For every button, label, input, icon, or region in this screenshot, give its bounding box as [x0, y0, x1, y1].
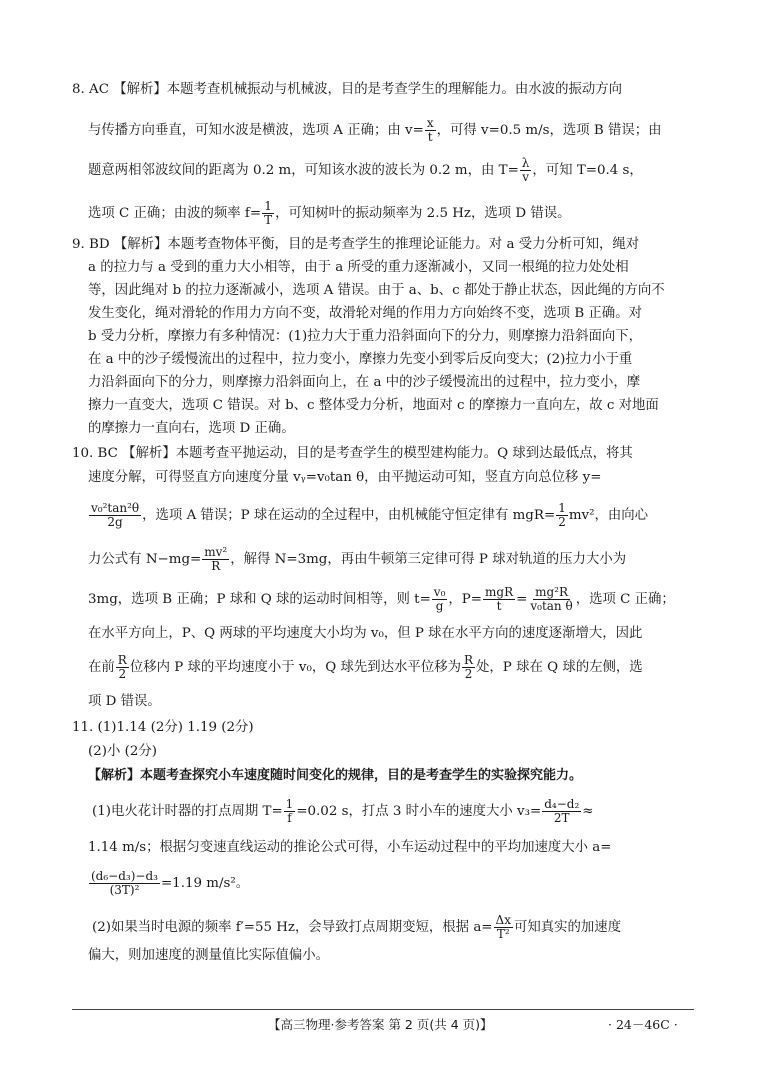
denominator: T: [264, 213, 273, 227]
answer-11-line-2: (2)小 (2分): [88, 744, 157, 759]
answer-11-line-6: [88, 870, 249, 897]
answer-9-line-8: 擦力一直变大，选项 C 错误。对 b、c 整体受力分析，地面对 c 的摩擦力一直向左，故 c 对地面: [88, 398, 659, 413]
text: 可知真实的加速度: [513, 920, 622, 935]
text: 处，P 球在 Q 球的左侧，选: [476, 660, 643, 675]
numerator: Δx: [495, 913, 511, 927]
denominator: f: [287, 811, 292, 825]
denominator: t: [496, 599, 502, 613]
fraction: [494, 914, 513, 941]
numerator: v₀: [433, 585, 446, 599]
answer-8-line-1: 8. AC 【解析】本题考查机械振动与机械波，目的是考查学生的理解能力。由水波的振动方向: [72, 82, 623, 97]
footer-code: · 24－46C ·: [608, 1017, 678, 1032]
denominator: R: [211, 559, 221, 573]
fraction: [556, 502, 568, 529]
answer-10-line-1: 10. BC 【解析】本题考查平抛运动，目的是考查学生的模型建构能力。Q 球到达最低点，将其: [72, 446, 633, 461]
answer-11-line-4: [92, 798, 594, 825]
denominator: t: [427, 130, 433, 144]
denominator: 2g: [107, 515, 123, 529]
footer-title: 【高三物理·参考答案 第 2 页(共 4 页)】: [268, 1017, 493, 1032]
text: (1)电火花计时器的打点周期 T=: [92, 804, 283, 819]
fraction: [432, 586, 448, 613]
answer-9-line-5: b 受力分析，摩擦力有多种情况：(1)拉力大于重力沿斜面向下的分力，则摩擦力沿斜面向下，: [88, 329, 643, 344]
numerator: mg²R: [535, 585, 568, 599]
denominator: T²: [496, 927, 510, 941]
answer-10-line-5: [88, 586, 675, 613]
fraction: [528, 586, 574, 613]
answer-10-line-2: 速度分解，可得竖直方向速度分量 vᵧ=v₀tan θ，由平抛运动可知，竖直方向总位移 y=: [88, 470, 602, 485]
fraction: [89, 502, 141, 529]
answer-11-line-8: 偏大，则加速度的测量值比实际值偏小。: [88, 948, 330, 963]
text: (2)如果当时电源的频率 f′=55 Hz，会导致打点周期变短，根据 a=: [92, 920, 493, 935]
text: 位移内 P 球的平均速度小于 v₀，Q 球先到达水平位移为: [129, 660, 461, 675]
text: 在前: [88, 660, 115, 675]
text: ，可知 T=0.4 s，: [532, 163, 643, 178]
numerator: (d₆−d₃)−d₃: [91, 869, 158, 883]
answer-9-line-7: 力沿斜面向下的分力，则摩擦力沿斜面向上，在 a 中的沙子缓慢流出的过程中，拉力变小，摩: [88, 375, 641, 390]
answer-9-line-4: 发生变化，绳对滑轮的作用力方向不变，故滑轮对绳的作用力方向始终不变，选项 B 正确。对: [88, 306, 642, 321]
fraction: [425, 117, 436, 144]
text: ，P=: [448, 592, 483, 607]
text: ，可得 v=0.5 m/s，选项 B 错误；由: [436, 123, 662, 138]
text: 题意两相邻波纹间的距离为 0.2 m，可知该水波的波长为 0.2 m，由 T=: [88, 163, 519, 178]
page-footer: [0, 1015, 764, 1039]
numerator: R: [463, 653, 474, 667]
text: 与传播方向垂直，可知水波是横波，选项 A 正确；由 v=: [88, 123, 424, 138]
denominator: g: [435, 599, 444, 613]
numerator: mv²: [204, 545, 228, 559]
numerator: mgR: [485, 585, 514, 599]
denominator: 2T: [553, 811, 570, 825]
numerator: R: [117, 653, 127, 667]
text: ，选项 A 错误；P 球在运动的全过程中，由机械能守恒定律有 mgR=: [142, 508, 556, 523]
text: =1.19 m/s²。: [160, 876, 250, 891]
denominator: (3T)²: [109, 883, 140, 897]
answer-9-line-2: a 的拉力与 a 受到的重力大小相等，由于 a 所受的重力逐渐减小，又同一根绳的拉力处处相: [88, 260, 629, 275]
numerator: 1: [558, 501, 566, 515]
answer-11-line-5: 1.14 m/s；根据匀变速直线运动的推论公式可得，小车运动过程中的平均加速度大小 a=: [88, 840, 612, 855]
denominator: 2: [118, 667, 127, 681]
answer-10-line-6: 在水平方向上，P、Q 两球的平均速度大小均为 v₀，但 P 球在水平方向的速度逐渐增大，因此: [88, 626, 643, 641]
fraction: [262, 200, 274, 227]
fraction: [483, 586, 515, 613]
footer-rule: [72, 1009, 694, 1010]
numerator: 1: [264, 199, 272, 213]
answer-8-line-2: [88, 117, 662, 144]
fraction: [462, 654, 475, 681]
answer-9-line-6: 在 a 中的沙子缓慢流出的过程中，拉力变小，摩擦力先变小到零后反向变大；(2)拉力小于重: [88, 352, 633, 367]
answer-9-line-9: 的摩擦力一直向右，选项 D 正确。: [88, 421, 295, 436]
denominator: v₀tan θ: [530, 599, 573, 613]
answer-8-line-4: [88, 200, 571, 227]
text: 力公式有 N−mg=: [88, 552, 202, 567]
denominator: v: [522, 170, 529, 184]
text: ，选项 C 正确；: [575, 592, 675, 607]
text: ，解得 N=3mg，再由牛顿第三定律可得 P 球对轨道的压力大小为: [230, 552, 627, 567]
answer-8-line-3: [88, 157, 643, 184]
answer-11-line-7: [92, 914, 621, 941]
fraction: [520, 157, 532, 184]
fraction: [202, 546, 229, 573]
analysis-heading: 【解析】本题考查探究小车速度随时间变化的规律，目的是考查学生的实验探究能力。: [88, 768, 583, 783]
answer-10-line-7: [88, 654, 643, 681]
answer-9-line-1: 9. BD 【解析】本题考查物体平衡，目的是考查学生的推理论证能力。对 a 受力分析可知，绳对: [72, 237, 640, 252]
denominator: 2: [558, 515, 566, 529]
answer-10-line-8: 项 D 错误。: [88, 694, 161, 709]
fraction: [284, 798, 296, 825]
numerator: x: [426, 116, 434, 130]
answer-10-line-4: [88, 546, 626, 573]
numerator: d₄−d₂: [544, 797, 580, 811]
text: =0.02 s，打点 3 时小车的速度大小 v₃=: [296, 804, 542, 819]
fraction: [89, 870, 160, 897]
answer-10-line-3: [88, 502, 648, 529]
fraction: [542, 798, 581, 825]
fraction: [116, 654, 129, 681]
text: ，可知树叶的振动频率为 2.5 Hz，选项 D 错误。: [275, 206, 571, 221]
text: ≈: [582, 804, 594, 819]
numerator: v₀²tan²θ: [91, 501, 140, 515]
answer-11-line-1: 11. (1)1.14 (2分) 1.19 (2分): [72, 720, 254, 735]
numerator: 1: [285, 797, 294, 811]
answer-11-line-3: [88, 766, 582, 786]
text: mv²，由向心: [568, 508, 649, 523]
text: =: [516, 592, 528, 607]
denominator: 2: [464, 667, 473, 681]
text: 选项 C 正确；由波的频率 f=: [88, 206, 262, 221]
answer-9-line-3: 等，因此绳对 b 的拉力逐渐减小，选项 A 错误。由于 a、b、c 都处于静止状态，因此绳的方向不: [88, 283, 665, 298]
text: 3mg，选项 B 正确；P 球和 Q 球的运动时间相等，则 t=: [88, 592, 431, 607]
numerator: λ: [521, 156, 530, 170]
